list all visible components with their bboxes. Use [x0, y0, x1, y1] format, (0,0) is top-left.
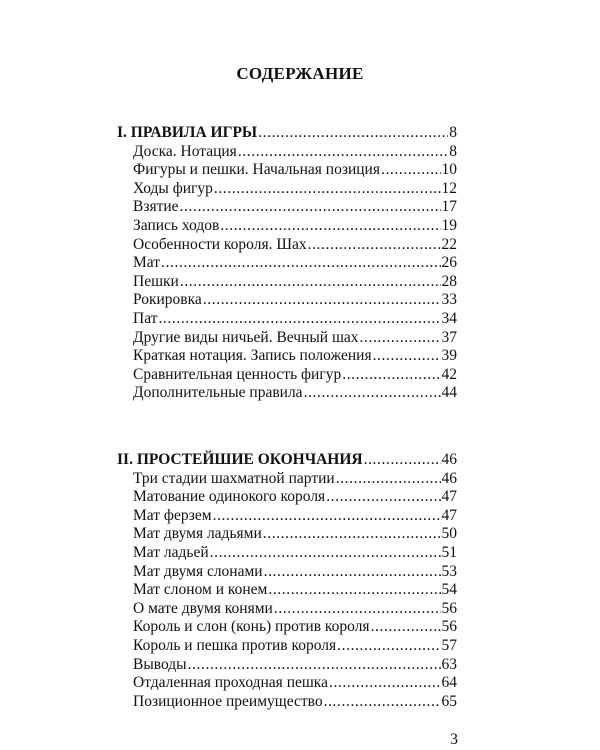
toc-entry-label: Доска. Нотация — [133, 142, 237, 160]
dot-leader — [364, 451, 441, 470]
toc-entry[interactable] — [117, 544, 457, 563]
toc-entry-page: 10 — [441, 161, 457, 179]
toc-entry-page: 28 — [441, 272, 457, 290]
toc-section-heading[interactable] — [117, 451, 457, 470]
toc-entry-page: 47 — [441, 506, 457, 524]
toc-entry-label: О мате двумя конями — [133, 599, 273, 617]
toc-section-heading[interactable] — [117, 124, 457, 143]
toc-entry-page: 34 — [441, 309, 457, 327]
dot-leader — [263, 525, 441, 544]
dot-leader — [220, 217, 440, 236]
toc-entry[interactable] — [117, 161, 457, 180]
toc-entry-page: 19 — [441, 216, 457, 234]
toc-entry-label: Пат — [133, 309, 158, 327]
dot-leader — [214, 180, 441, 199]
dot-leader — [274, 600, 441, 619]
toc-entry[interactable] — [117, 488, 457, 507]
toc-entry-label: Мат двумя слонами — [133, 562, 263, 580]
toc-entry-page: 37 — [441, 328, 457, 346]
toc-entry-page: 53 — [441, 562, 457, 580]
page-number: 3 — [450, 731, 458, 748]
toc-entry-label: Фигуры и пешки. Начальная позиция — [133, 161, 380, 179]
toc-entry[interactable] — [117, 618, 457, 637]
toc-entry-page: 8 — [449, 124, 457, 141]
dot-leader — [180, 198, 441, 217]
toc-entry[interactable] — [117, 143, 457, 162]
toc-entry-label: Взятие — [133, 198, 179, 216]
toc-entry[interactable] — [117, 637, 457, 656]
toc-entry-page: 26 — [441, 254, 457, 272]
dot-leader — [337, 637, 440, 656]
toc-entry-label: Мат слоном и конем — [133, 581, 268, 599]
toc-entry-page: 56 — [441, 599, 457, 617]
dot-leader — [264, 563, 441, 582]
dot-leader — [304, 384, 441, 403]
toc-entry-label: Сравнительная ценность фигур — [133, 365, 342, 383]
dot-leader — [360, 329, 441, 348]
toc-entry[interactable] — [117, 273, 457, 292]
toc-entry-label: Матование одинокого короля — [133, 488, 326, 506]
dot-leader — [180, 273, 441, 292]
toc-entry-label: Выводы — [133, 655, 187, 673]
toc-entry-page: 63 — [441, 655, 457, 673]
toc-entry-label: Краткая нотация. Запись положения — [133, 347, 372, 365]
dot-leader — [161, 254, 440, 273]
toc-entry[interactable] — [117, 347, 457, 366]
toc-entry[interactable] — [117, 656, 457, 675]
toc-entry[interactable] — [117, 254, 457, 273]
toc-entry-label: Особенности короля. Шах — [133, 235, 307, 253]
toc-entry-page: 39 — [441, 347, 457, 365]
dot-leader — [210, 544, 441, 563]
toc-section-1 — [117, 124, 457, 403]
toc-entry-label: Пешки — [133, 272, 179, 290]
toc-entry[interactable] — [117, 600, 457, 619]
toc-entry-label: Рокировка — [133, 291, 202, 309]
toc-entry-page: 8 — [449, 142, 457, 160]
toc-entry[interactable] — [117, 180, 457, 199]
dot-leader — [308, 236, 441, 255]
toc-entry-page: 57 — [441, 636, 457, 654]
toc-entry[interactable] — [117, 693, 457, 712]
toc-entry[interactable] — [117, 507, 457, 526]
dot-leader — [238, 143, 448, 162]
dot-leader — [373, 347, 441, 366]
toc-entry-label: Три стадии шахматной партии — [133, 469, 335, 487]
toc-entry-label: Мат — [133, 254, 161, 272]
toc-entry-label: Другие виды ничьей. Вечный шах — [133, 328, 359, 346]
toc-entry-page: 54 — [441, 581, 457, 599]
toc-entry[interactable] — [117, 384, 457, 403]
toc-entry-label: I. ПРАВИЛА ИГРЫ — [117, 124, 258, 141]
toc-entry[interactable] — [117, 674, 457, 693]
toc-entry-label: Запись ходов — [133, 216, 220, 234]
toc-entry[interactable] — [117, 198, 457, 217]
toc-entry-page: 65 — [441, 692, 457, 710]
dot-leader — [326, 488, 440, 507]
toc-entry[interactable] — [117, 310, 457, 329]
toc-entry-page: 33 — [441, 291, 457, 309]
toc-entry-page: 64 — [441, 674, 457, 692]
dot-leader — [158, 310, 440, 329]
toc-entry-page: 56 — [441, 618, 457, 636]
toc-entry[interactable] — [117, 366, 457, 385]
toc-section-2 — [117, 451, 457, 711]
toc-entry-page: 46 — [441, 469, 457, 487]
toc-entry[interactable] — [117, 563, 457, 582]
toc-entry-label: Дополнительные правила — [133, 384, 303, 402]
dot-leader — [213, 507, 441, 526]
dot-leader — [258, 124, 448, 143]
dot-leader — [371, 618, 441, 637]
toc-entry-page: 46 — [441, 451, 457, 468]
toc-entry-label: II. ПРОСТЕЙШИЕ ОКОНЧАНИЯ — [117, 451, 363, 468]
toc-entry-label: Мат двумя ладьями — [133, 525, 262, 543]
toc-entry-label: Отдаленная проходная пешка — [133, 674, 328, 692]
toc-entry-label: Позиционное преимущество — [133, 692, 323, 710]
toc-entry[interactable] — [117, 581, 457, 600]
toc-entry-label: Ходы фигур — [133, 179, 213, 197]
toc-entry[interactable] — [117, 236, 457, 255]
toc-entry[interactable] — [117, 291, 457, 310]
dot-leader — [268, 581, 440, 600]
toc-entry-page: 50 — [441, 525, 457, 543]
dot-leader — [329, 674, 441, 693]
dot-leader — [203, 291, 441, 310]
dot-leader — [324, 693, 441, 712]
toc-entry-page: 17 — [441, 198, 457, 216]
toc-entry-page: 47 — [441, 488, 457, 506]
toc-entry-page: 22 — [441, 235, 457, 253]
toc-entry-label: Мат ладьей — [133, 543, 209, 561]
toc-entry[interactable] — [117, 217, 457, 236]
dot-leader — [188, 656, 441, 675]
dot-leader — [336, 470, 441, 489]
toc-entry[interactable] — [117, 525, 457, 544]
toc-entry-label: Мат ферзем — [133, 506, 212, 524]
toc-entry-label: Король и слон (конь) против короля — [133, 618, 370, 636]
toc-entry-label: Король и пешка против короля — [133, 636, 337, 654]
toc-entry-page: 51 — [441, 543, 457, 561]
toc-entry-page: 12 — [441, 179, 457, 197]
toc-title: СОДЕРЖАНИЕ — [236, 64, 364, 83]
toc-entry[interactable] — [117, 329, 457, 348]
dot-leader — [381, 161, 441, 180]
toc-entry-page: 44 — [441, 384, 457, 402]
dot-leader — [342, 366, 440, 385]
toc-entry[interactable] — [117, 470, 457, 489]
toc-entry-page: 42 — [441, 365, 457, 383]
